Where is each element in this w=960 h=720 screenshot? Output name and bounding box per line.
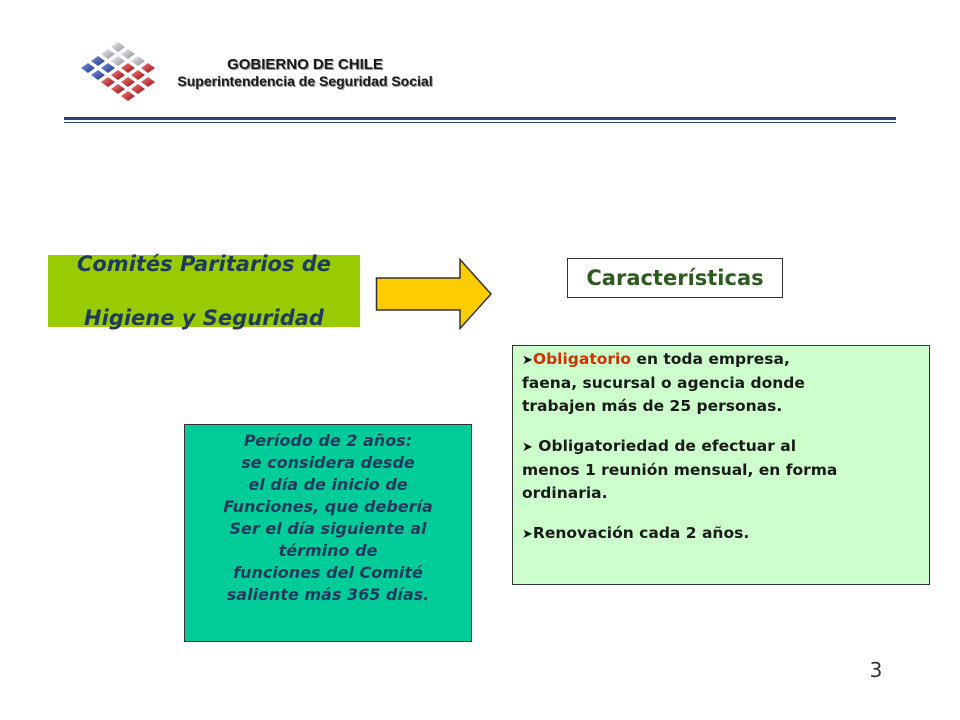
list-item-text: menos 1 reunión mensual, en forma <box>522 461 838 479</box>
slide-title-line-1: Comités Paritarios de <box>76 251 332 276</box>
periodo-box <box>184 424 472 642</box>
periodo-line-8: saliente más 365 días. <box>226 585 430 604</box>
list-item-text: Obligatoriedad de efectuar al <box>532 437 797 455</box>
list-item <box>522 348 929 418</box>
list-item-text: ordinaria. <box>522 484 608 502</box>
right-arrow-icon <box>375 258 493 330</box>
arrow-bullet-icon: ➤ <box>522 527 533 542</box>
arrow-shape <box>377 260 492 329</box>
list-item-text: trabajen más de 25 personas. <box>522 397 783 415</box>
slide-title-box <box>48 251 360 330</box>
org-line-2: Superintendencia de Seguridad Social <box>177 73 433 89</box>
characteristics-list <box>512 345 930 585</box>
organization-name <box>160 56 450 90</box>
header-rule-thin <box>64 122 896 123</box>
list-item-text: en toda empresa, <box>631 350 790 368</box>
caracteristicas-label: Características <box>586 266 764 290</box>
page-number: 3 <box>869 658 883 682</box>
slide-title-line-2: Higiene y Seguridad <box>84 305 324 330</box>
periodo-line-7: funciones del Comité <box>233 563 423 582</box>
org-line-1: GOBIERNO DE CHILE <box>227 56 383 73</box>
periodo-line-6: término de <box>278 541 378 560</box>
periodo-line-3: el día de inicio de <box>248 475 408 494</box>
caracteristicas-label-box <box>567 258 783 298</box>
header-rule-thick <box>64 117 896 120</box>
list-item-text: faena, sucursal o agencia donde <box>522 374 805 392</box>
arrow-bullet-icon: ➤ <box>522 440 533 455</box>
obligatorio-highlight: Obligatorio <box>532 350 632 368</box>
periodo-line-4: Funciones, que debería <box>223 497 433 516</box>
list-item <box>522 522 929 546</box>
periodo-line-2: se considera desde <box>241 453 415 472</box>
periodo-line-1: Período de 2 años: <box>243 431 413 450</box>
list-item-text: Renovación cada 2 años. <box>532 524 750 542</box>
periodo-line-5: Ser el día siguiente al <box>229 519 427 538</box>
government-logo-icon <box>78 40 158 112</box>
arrow-bullet-icon: ➤ <box>522 353 533 368</box>
list-item <box>522 435 929 505</box>
